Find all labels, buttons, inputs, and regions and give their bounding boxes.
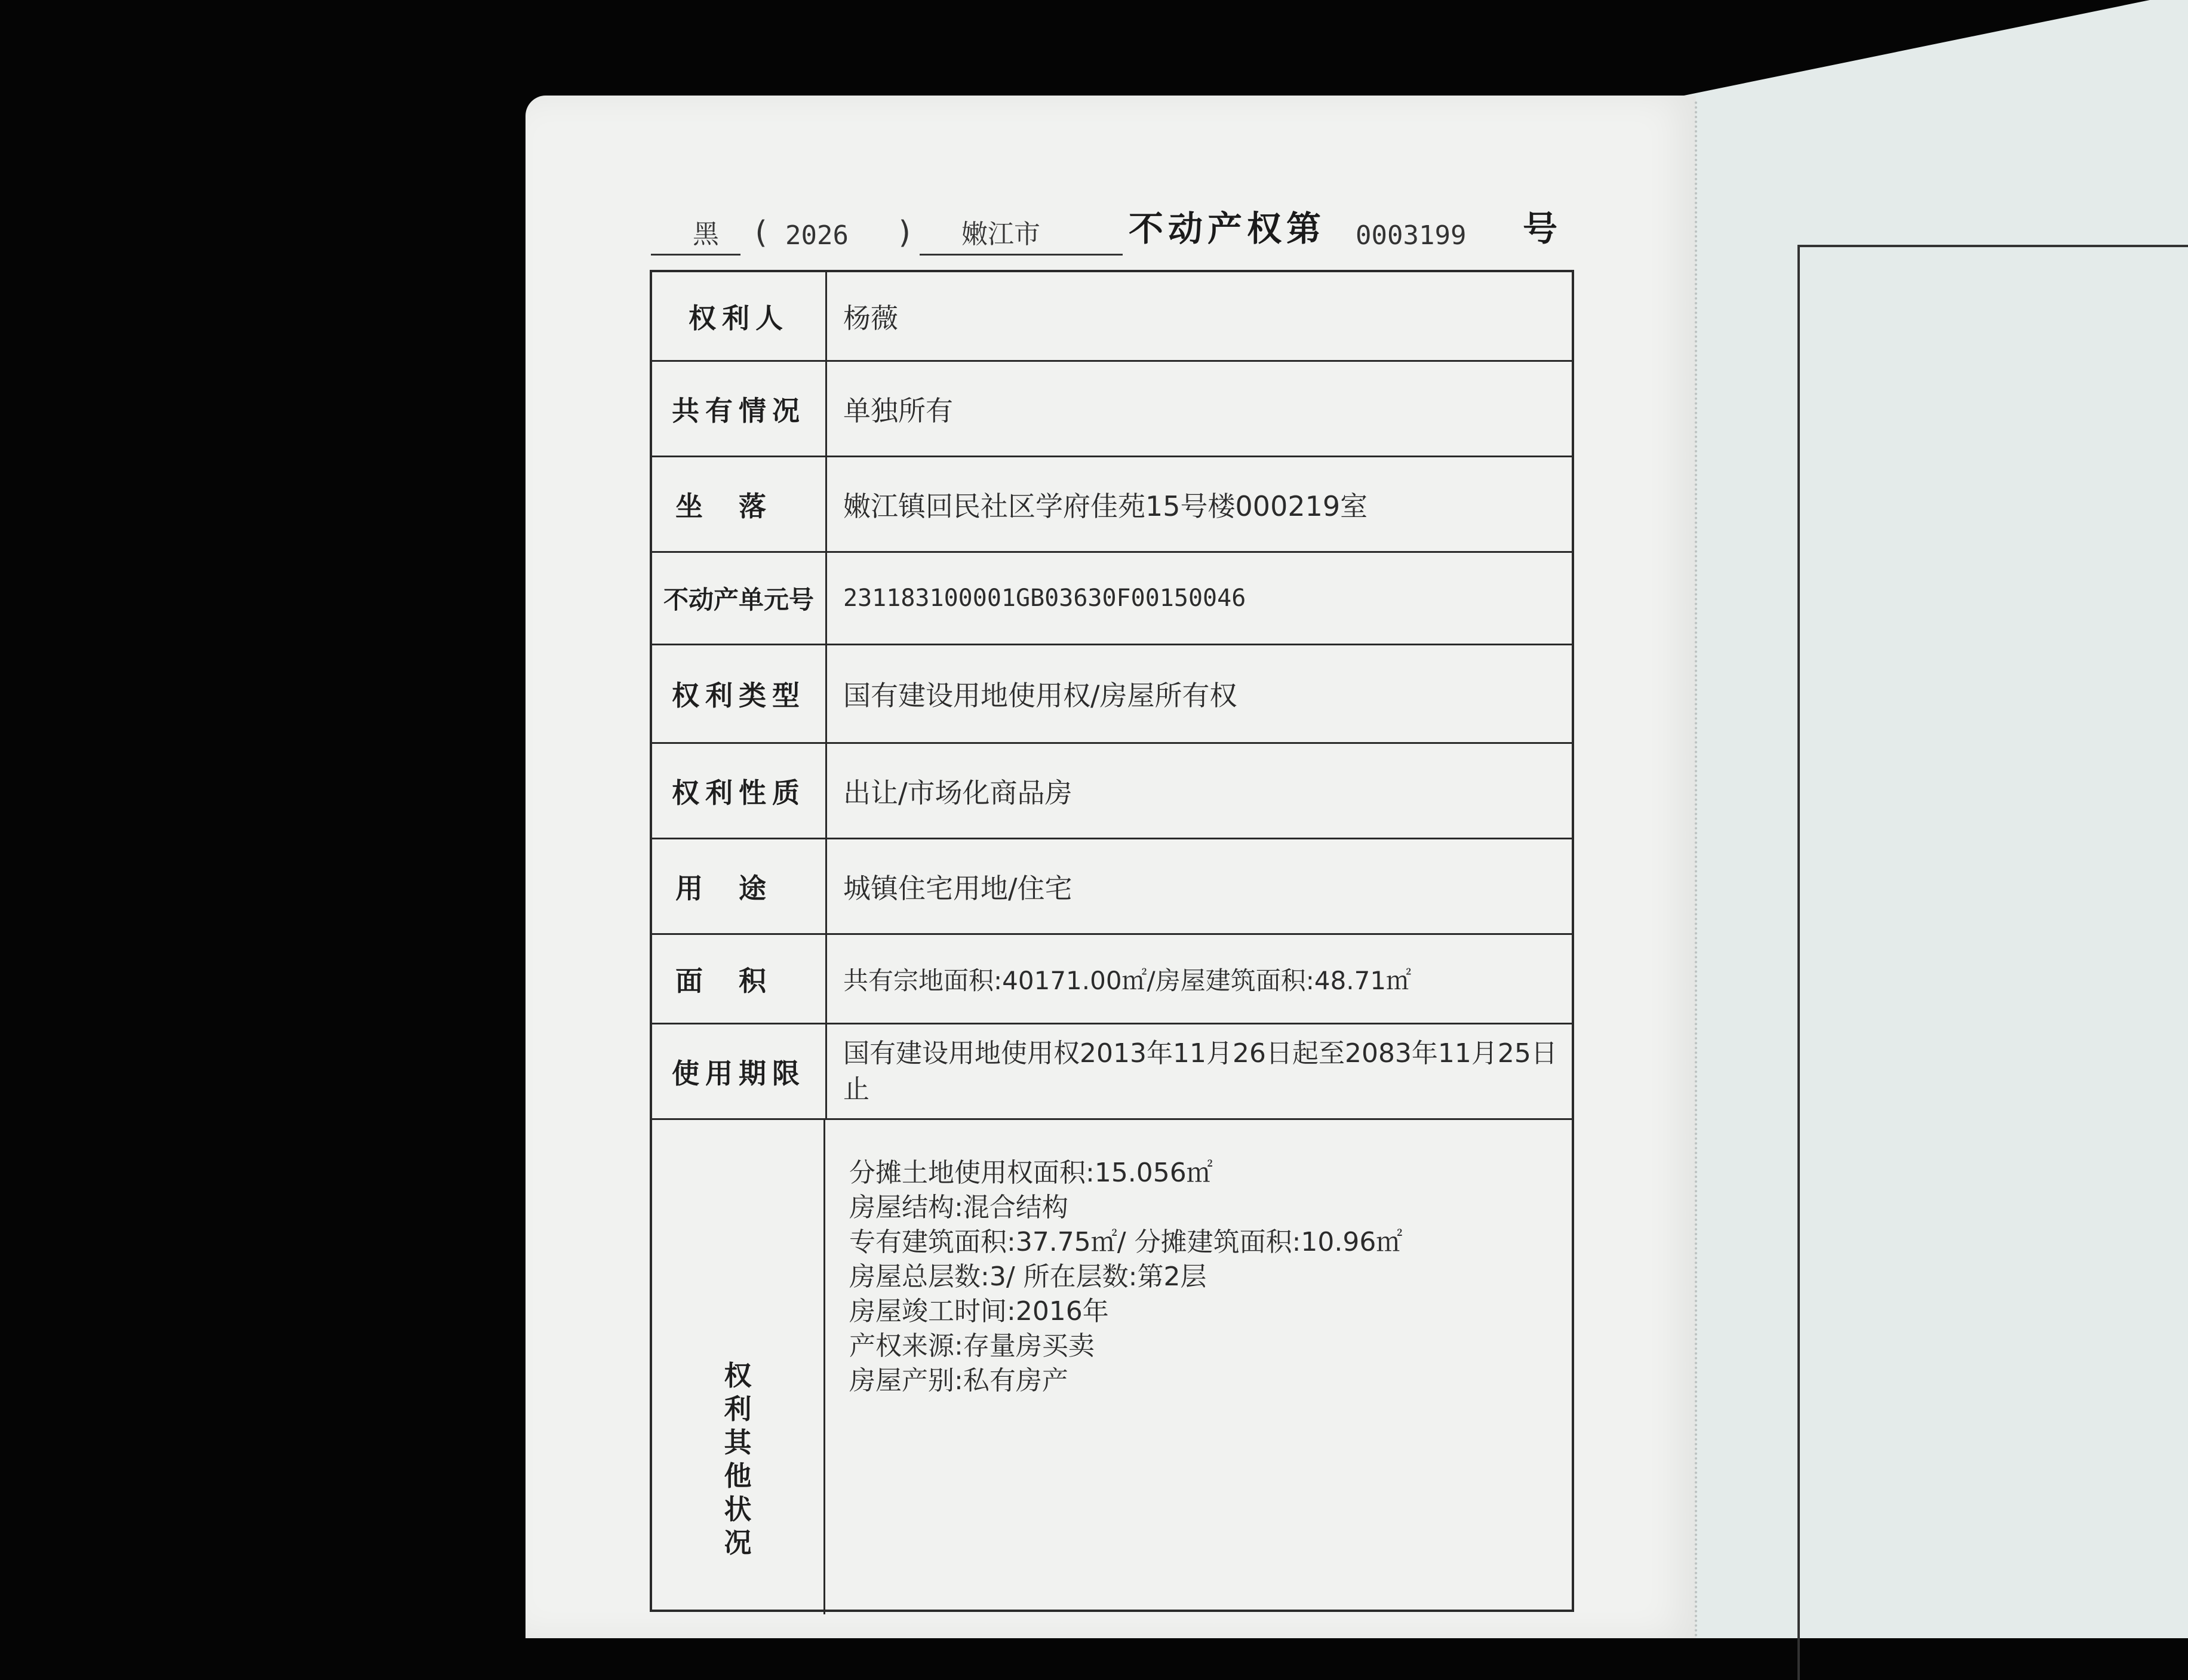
label-right-type: 权利类型 xyxy=(652,645,827,742)
year-close-paren: ) xyxy=(896,215,915,251)
city-name: 嫩江市 xyxy=(961,219,1040,250)
row-usage xyxy=(652,839,1572,935)
row-unit-number xyxy=(652,553,1572,645)
page-fold xyxy=(1695,101,1697,1638)
label-right-nature: 权利性质 xyxy=(652,744,827,838)
row-area xyxy=(652,935,1572,1024)
label-term: 使用期限 xyxy=(652,1024,827,1118)
label-location: 坐落 xyxy=(652,457,827,551)
other-status-list xyxy=(849,1156,1548,1398)
value-area: 共有宗地面积:40171.00㎡/房屋建筑面积:48.71㎡ xyxy=(843,965,1412,995)
year: 2026 xyxy=(785,220,849,251)
city-underline xyxy=(920,254,1123,256)
other-status-line: 房屋结构:混合结构 xyxy=(849,1192,1068,1223)
province-abbr: 黑 xyxy=(693,219,719,250)
value-unit-number: 231183100001GB03630F00150046 xyxy=(843,584,1246,612)
row-co-ownership xyxy=(652,362,1572,457)
other-status-line: 房屋总层数:3/ 所在层数:第2层 xyxy=(849,1261,1207,1292)
value-right-nature: 出让/市场化商品房 xyxy=(843,776,1073,809)
other-status-line: 房屋竣工时间:2016年 xyxy=(849,1296,1109,1327)
row-right-type xyxy=(652,645,1572,744)
cert-label: 不动产权第 xyxy=(1129,208,1326,249)
label-other-char: 状 xyxy=(724,1493,752,1525)
label-unit-number: 不动产单元号 xyxy=(652,553,827,644)
row-right-holder xyxy=(652,272,1572,362)
other-status-line: 房屋产别:私有房产 xyxy=(849,1365,1068,1396)
cert-number: 0003199 xyxy=(1356,220,1467,251)
label-other-char: 他 xyxy=(724,1460,752,1492)
row-location xyxy=(652,457,1572,553)
other-status-line: 产权来源:存量房买卖 xyxy=(849,1331,1095,1361)
row-term xyxy=(652,1024,1572,1120)
value-co-ownership: 单独所有 xyxy=(843,394,953,427)
label-usage: 用途 xyxy=(652,839,827,933)
value-usage: 城镇住宅用地/住宅 xyxy=(843,872,1073,904)
label-right-holder: 权利人 xyxy=(652,272,827,360)
value-right-type: 国有建设用地使用权/房屋所有权 xyxy=(843,679,1237,712)
province-underline xyxy=(651,254,740,256)
label-other-char: 利 xyxy=(724,1393,752,1425)
label-co-ownership: 共有情况 xyxy=(652,362,827,456)
label-other-char: 权 xyxy=(724,1359,752,1392)
other-status-line: 专有建筑面积:37.75㎡/ 分摊建筑面积:10.96㎡ xyxy=(849,1227,1403,1257)
label-other-status xyxy=(652,1120,825,1614)
label-area: 面积 xyxy=(652,935,827,1023)
other-status-line: 分摊土地使用权面积:15.056㎡ xyxy=(849,1158,1213,1188)
year-open-paren: ( xyxy=(751,215,770,251)
right-page-frame xyxy=(1797,245,2188,1680)
row-right-nature xyxy=(652,744,1572,839)
value-right-holder: 杨薇 xyxy=(843,301,898,334)
certificate-header xyxy=(651,197,1582,263)
value-location: 嫩江镇回民社区学府佳苑15号楼000219室 xyxy=(843,490,1368,522)
label-other-char: 其 xyxy=(724,1426,752,1459)
row-other-status xyxy=(652,1120,1572,1614)
label-other-char: 况 xyxy=(724,1527,752,1559)
number-suffix: 号 xyxy=(1523,208,1563,249)
value-term: 国有建设用地使用权2013年11月26日起至2083年11月25日止 xyxy=(843,1038,1557,1104)
certificate-table xyxy=(650,270,1574,1612)
